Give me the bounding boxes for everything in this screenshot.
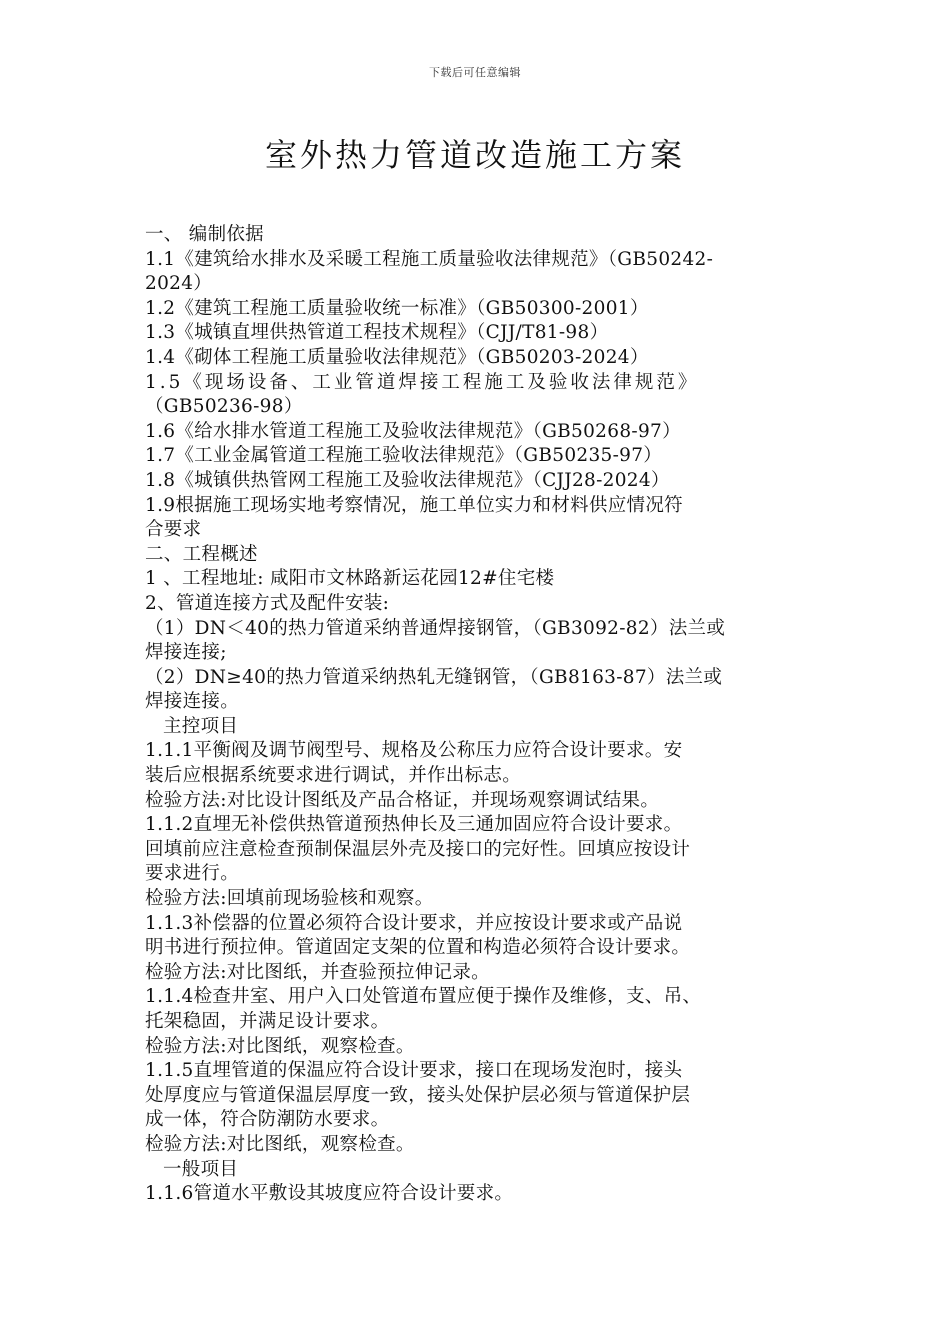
paragraph-line: 1.1.3补偿器的位置必须符合设计要求，并应按设计要求或产品说 — [145, 912, 683, 934]
paragraph-line: 1.1.2直埋无补偿供热管道预热伸长及三通加固应符合设计要求。 — [145, 814, 683, 836]
paragraph-line: 检验方法:对比图纸，观察检查。 — [145, 1133, 415, 1155]
paragraph-line: 1.1.5直埋管道的保温应符合设计要求，接口在现场发泡时，接头 — [145, 1060, 683, 1082]
subsection-heading: 一般项目 — [163, 1158, 239, 1180]
paragraph-line: 回填前应注意检查预制保温层外壳及接口的完好性。回填应按设计 — [145, 838, 691, 860]
paragraph-line: 处厚度应与管道保温层厚度一致，接头处保护层必须与管道保护层 — [145, 1084, 691, 1106]
paragraph-line: 装后应根据系统要求进行调试，并作出标志。 — [145, 765, 522, 787]
header-note: 下载后可任意编辑 — [429, 66, 521, 79]
paragraph-line: 1.4《砌体工程施工质量验收法律规范》（GB50203-2024） — [145, 346, 649, 368]
paragraph-line: 1.9根据施工现场实地考察情况，施工单位实力和材料供应情况符 — [145, 494, 683, 516]
paragraph-line: 检验方法:对比设计图纸及产品合格证，并现场观察调试结果。 — [145, 789, 660, 811]
paragraph-line: （1）DN＜40的热力管道采纳普通焊接钢管，（GB3092-82）法兰或 — [145, 617, 726, 639]
paragraph-line: 检验方法:对比图纸，并查验预拉伸记录。 — [145, 961, 490, 983]
paragraph-line: 托架稳固，并满足设计要求。 — [145, 1011, 390, 1032]
paragraph-line: 1.3《城镇直埋供热管道工程技术规程》（CJJ/T81-98） — [145, 322, 609, 344]
paragraph-line: 焊接连接; — [145, 642, 227, 664]
paragraph-line: 1.6《给水排水管道工程施工及验收法律规范》（GB50268-97） — [145, 420, 681, 442]
document-body — [145, 223, 815, 1207]
paragraph-line: 检验方法:回填前现场验核和观察。 — [145, 888, 434, 910]
paragraph-line: 1.2《建筑工程施工质量验收统一标准》（GB50300-2001） — [145, 297, 649, 319]
paragraph-line: 2、管道连接方式及配件安装: — [145, 592, 390, 614]
paragraph-line: 1.1.1平衡阀及调节阀型号、规格及公称压力应符合设计要求。安 — [145, 740, 683, 762]
paragraph-line: 要求进行。 — [145, 863, 240, 885]
subsection-heading: 主控项目 — [163, 715, 239, 737]
paragraph-line: 1.1《建筑给水排水及采暖工程施工质量验收法律规范》（GB50242- — [145, 248, 714, 270]
paragraph-line: 1.1.6管道水平敷设其坡度应符合设计要求。 — [145, 1183, 514, 1205]
paragraph-line: 1.7《工业金属管道工程施工验收法律规范》（GB50235-97） — [145, 445, 663, 467]
paragraph-line: 1.8《城镇供热管网工程施工及验收法律规范》（CJJ28-2024） — [145, 469, 670, 491]
paragraph-line: （GB50236-98） — [145, 396, 303, 418]
paragraph-line: 1.5《现场设备、工业管道焊接工程施工及验收法律规范》 — [145, 371, 700, 393]
paragraph-line: 合要求 — [145, 519, 202, 541]
section-heading: 一、 编制依据 — [145, 224, 264, 245]
section-heading: 二、工程概述 — [145, 543, 258, 565]
paragraph-line: 焊接连接。 — [145, 691, 240, 713]
document-title: 室外热力管道改造施工方案 — [264, 136, 685, 174]
paragraph-line: 成一体，符合防潮防水要求。 — [145, 1109, 390, 1131]
paragraph-line: 1.1.4检查井室、用户入口处管道布置应便于操作及维修，支、吊、 — [145, 986, 702, 1008]
paragraph-line: 1 、工程地址: 咸阳市文林路新运花园12#住宅楼 — [145, 568, 555, 590]
paragraph-line: （2）DN≥40的热力管道采纳热轧无缝钢管，（GB8163-87）法兰或 — [145, 666, 723, 688]
paragraph-line: 明书进行预拉伸。管道固定支架的位置和构造必须符合设计要求。 — [145, 937, 691, 959]
paragraph-line: 检验方法:对比图纸，观察检查。 — [145, 1035, 415, 1057]
paragraph-line: 2024） — [145, 273, 213, 295]
